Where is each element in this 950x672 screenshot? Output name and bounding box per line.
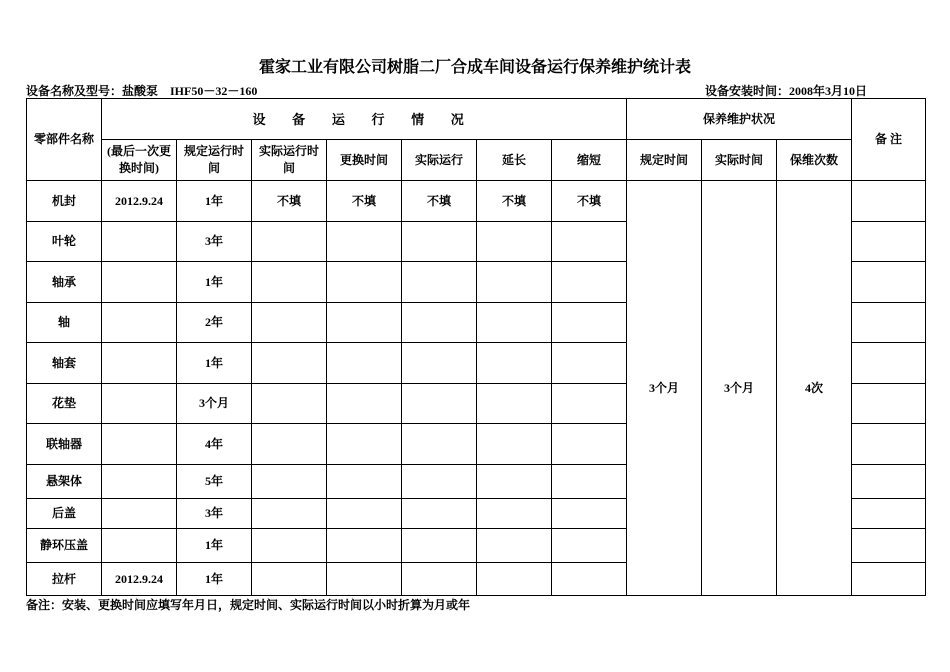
cell-extend xyxy=(477,465,552,499)
cell-last-change xyxy=(102,424,177,465)
cell-shorten xyxy=(552,563,627,596)
cell-remark xyxy=(852,181,926,222)
cell-remark xyxy=(852,222,926,262)
device-model: IHF50－32－160 xyxy=(170,84,258,98)
cell-change xyxy=(327,222,402,262)
cell-remark xyxy=(852,384,926,424)
cell-part-name: 轴套 xyxy=(27,343,102,384)
header-row-2 xyxy=(27,140,926,181)
cell-actual xyxy=(252,424,327,465)
cell-last-change: 2012.9.24 xyxy=(102,563,177,596)
cell-last-change: 2012.9.24 xyxy=(102,181,177,222)
cell-change xyxy=(327,303,402,343)
header-row-1 xyxy=(27,99,926,140)
cell-actual-run xyxy=(402,499,477,529)
cell-rated: 1年 xyxy=(177,181,252,222)
cell-part-name: 轴 xyxy=(27,303,102,343)
cell-rated: 4年 xyxy=(177,424,252,465)
header-extend: 延长 xyxy=(477,140,552,181)
cell-part-name: 悬架体 xyxy=(27,465,102,499)
cell-extend xyxy=(477,563,552,596)
cell-actual xyxy=(252,303,327,343)
cell-last-change xyxy=(102,222,177,262)
cell-part-name: 拉杆 xyxy=(27,563,102,596)
cell-actual-run xyxy=(402,262,477,303)
cell-last-change xyxy=(102,262,177,303)
maintenance-table xyxy=(26,98,926,596)
device-info xyxy=(26,82,257,99)
cell-rated: 1年 xyxy=(177,563,252,596)
cell-rated: 3年 xyxy=(177,499,252,529)
cell-extend xyxy=(477,384,552,424)
cell-last-change xyxy=(102,303,177,343)
cell-shorten xyxy=(552,222,627,262)
header-operation: 设 备 运 行 情 况 xyxy=(102,99,627,140)
page-title: 霍家工业有限公司树脂二厂合成车间设备运行保养维护统计表 xyxy=(258,59,691,76)
footnote: 备注：安装、更换时间应填写年月日，规定时间、实际运行时间以小时折算为月或年 xyxy=(26,598,471,612)
cell-last-change xyxy=(102,529,177,563)
cell-rated: 1年 xyxy=(177,262,252,303)
cell-part-name: 叶轮 xyxy=(27,222,102,262)
cell-shorten xyxy=(552,262,627,303)
cell-change xyxy=(327,465,402,499)
cell-rated: 5年 xyxy=(177,465,252,499)
header-shorten: 缩短 xyxy=(552,140,627,181)
cell-m-rated: 3个月 xyxy=(627,181,702,596)
cell-change xyxy=(327,343,402,384)
install-date: 设备安装时间：2008年3月10日 xyxy=(705,84,868,98)
cell-rated: 2年 xyxy=(177,303,252,343)
device-label: 设备名称及型号：盐酸泵 xyxy=(26,84,159,98)
cell-part-name: 后盖 xyxy=(27,499,102,529)
cell-rated: 3年 xyxy=(177,222,252,262)
cell-part-name: 轴承 xyxy=(27,262,102,303)
cell-shorten xyxy=(552,303,627,343)
cell-extend xyxy=(477,303,552,343)
cell-last-change xyxy=(102,499,177,529)
cell-last-change xyxy=(102,343,177,384)
cell-shorten xyxy=(552,465,627,499)
cell-part-name: 联轴器 xyxy=(27,424,102,465)
cell-change xyxy=(327,563,402,596)
header-m-count: 保维次数 xyxy=(777,140,852,181)
cell-actual xyxy=(252,262,327,303)
cell-rated: 1年 xyxy=(177,529,252,563)
cell-change: 不填 xyxy=(327,181,402,222)
cell-m-actual: 3个月 xyxy=(702,181,777,596)
cell-actual xyxy=(252,222,327,262)
cell-shorten xyxy=(552,499,627,529)
cell-actual-run xyxy=(402,303,477,343)
cell-actual xyxy=(252,499,327,529)
cell-last-change xyxy=(102,465,177,499)
cell-shorten xyxy=(552,343,627,384)
cell-m-count: 4次 xyxy=(777,181,852,596)
cell-remark xyxy=(852,424,926,465)
header-m-rated: 规定时间 xyxy=(627,140,702,181)
header-last-change: (最后一次更换时间) xyxy=(102,140,177,181)
cell-change xyxy=(327,499,402,529)
cell-remark xyxy=(852,563,926,596)
cell-actual: 不填 xyxy=(252,181,327,222)
cell-shorten xyxy=(552,384,627,424)
table-body xyxy=(27,99,926,596)
cell-change xyxy=(327,529,402,563)
cell-extend: 不填 xyxy=(477,181,552,222)
cell-actual-run xyxy=(402,563,477,596)
cell-actual-run xyxy=(402,384,477,424)
cell-actual xyxy=(252,465,327,499)
header-change-time: 更换时间 xyxy=(327,140,402,181)
cell-extend xyxy=(477,529,552,563)
cell-change xyxy=(327,262,402,303)
cell-actual xyxy=(252,563,327,596)
table-row xyxy=(27,181,926,222)
cell-shorten xyxy=(552,529,627,563)
cell-remark xyxy=(852,303,926,343)
header-part-name: 零部件名称 xyxy=(27,99,102,181)
cell-extend xyxy=(477,262,552,303)
header-maintenance: 保养维护状况 xyxy=(627,99,852,140)
cell-rated: 3个月 xyxy=(177,384,252,424)
cell-extend xyxy=(477,499,552,529)
cell-last-change xyxy=(102,384,177,424)
cell-actual-run xyxy=(402,222,477,262)
cell-remark xyxy=(852,465,926,499)
cell-change xyxy=(327,424,402,465)
cell-extend xyxy=(477,424,552,465)
cell-shorten xyxy=(552,424,627,465)
cell-actual xyxy=(252,384,327,424)
header-rated-time: 规定运行时间 xyxy=(177,140,252,181)
header-m-actual: 实际时间 xyxy=(702,140,777,181)
cell-actual-run xyxy=(402,465,477,499)
cell-extend xyxy=(477,343,552,384)
cell-shorten: 不填 xyxy=(552,181,627,222)
cell-part-name: 花垫 xyxy=(27,384,102,424)
header-remarks: 备 注 xyxy=(852,99,926,181)
cell-part-name: 机封 xyxy=(27,181,102,222)
cell-remark xyxy=(852,262,926,303)
cell-change xyxy=(327,384,402,424)
cell-part-name: 静环压盖 xyxy=(27,529,102,563)
cell-actual xyxy=(252,529,327,563)
cell-rated: 1年 xyxy=(177,343,252,384)
cell-actual xyxy=(252,343,327,384)
cell-extend xyxy=(477,222,552,262)
cell-remark xyxy=(852,529,926,563)
cell-remark xyxy=(852,499,926,529)
cell-actual-run xyxy=(402,343,477,384)
cell-remark xyxy=(852,343,926,384)
cell-actual-run: 不填 xyxy=(402,181,477,222)
cell-actual-run xyxy=(402,529,477,563)
header-actual-time: 实际运行时间 xyxy=(252,140,327,181)
cell-actual-run xyxy=(402,424,477,465)
header-actual-run: 实际运行 xyxy=(402,140,477,181)
